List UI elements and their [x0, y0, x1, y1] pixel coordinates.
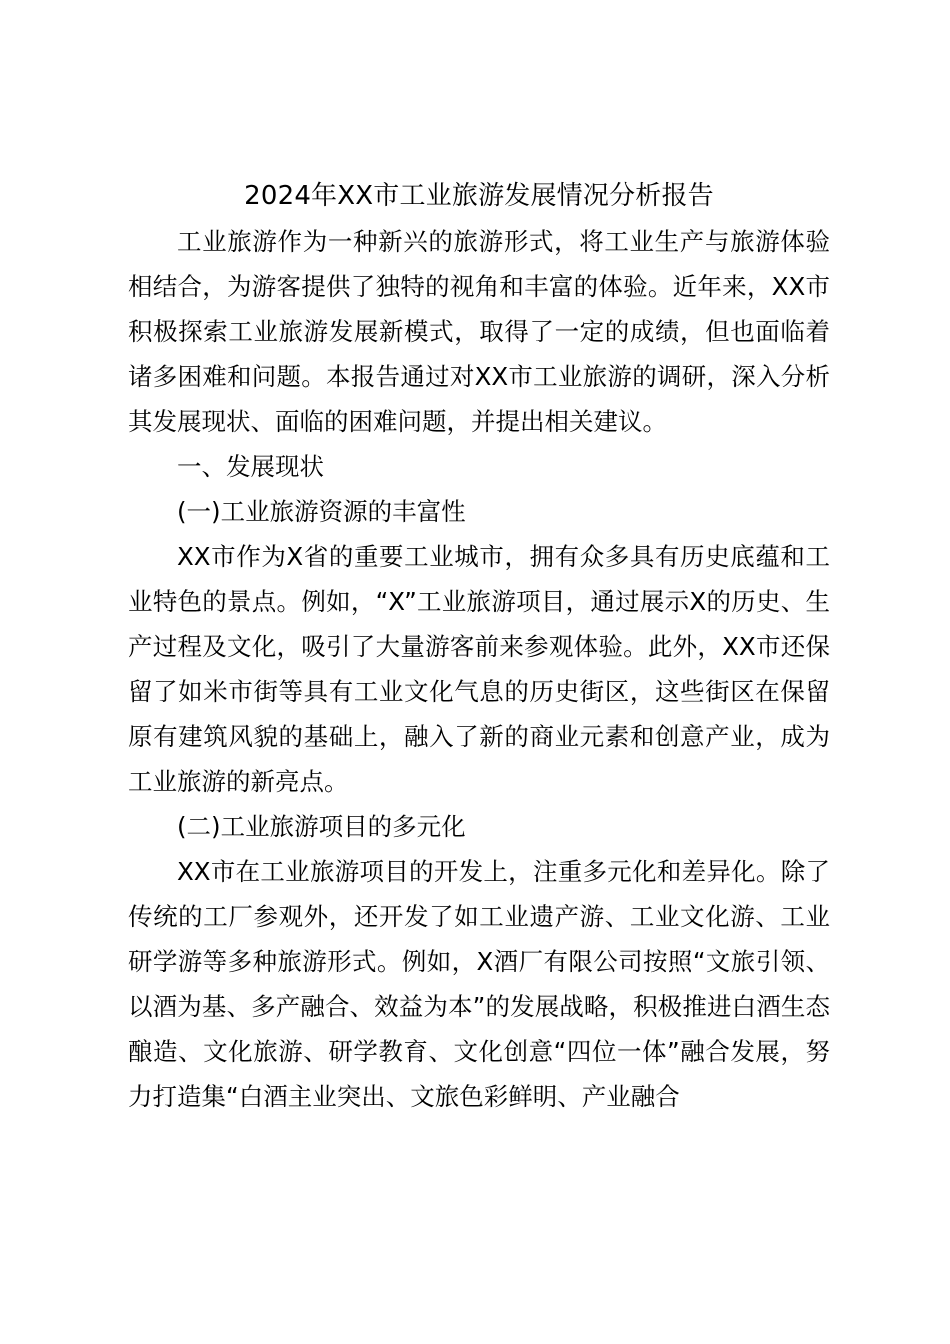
document-content — [128, 174, 830, 1119]
resources-paragraph: XX市作为X省的重要工业城市，拥有众多具有历史底蕴和工业特色的景点。例如，“X”工业旅游项目，通过展示X的历史、生产过程及文化，吸引了大量游客前来参观体验。此外，XX市还保留了如米市街等具有工业文化气息的历史街区，这些街区在保留原有建筑风貌的基础上，融入了新的商业元素和创意产业，成为工业旅游的新亮点。 — [128, 542, 830, 796]
section-heading-development-status: 一、发展现状 — [177, 452, 324, 481]
subsection-heading-resources: (一)工业旅游资源的丰富性 — [177, 497, 466, 526]
subsection-heading-diversification: (二)工业旅游项目的多元化 — [177, 812, 466, 841]
diversification-paragraph: XX市在工业旅游项目的开发上，注重多元化和差异化。除了传统的工厂参观外，还开发了如工业遗产游、工业文化游、工业研学游等多种旅游形式。例如，X酒厂有限公司按照“文旅引领、以酒为基、多产融合、效益为本”的发展战略，积极推进白酒生态酿造、文化旅游、研学教育、文化创意“四位一体”融合发展，努力打造集“白酒主业突出、文旅色彩鲜明、产业融合 — [128, 857, 830, 1111]
document-title: 2024年XX市工业旅游发展情况分析报告 — [244, 181, 714, 211]
intro-paragraph: 工业旅游作为一种新兴的旅游形式，将工业生产与旅游体验相结合，为游客提供了独特的视角和丰富的体验。近年来，XX市积极探索工业旅游发展新模式，取得了一定的成绩，但也面临着诸多困难和问题。本报告通过对XX市工业旅游的调研，深入分析其发展现状、面临的困难问题，并提出相关建议。 — [128, 227, 830, 436]
